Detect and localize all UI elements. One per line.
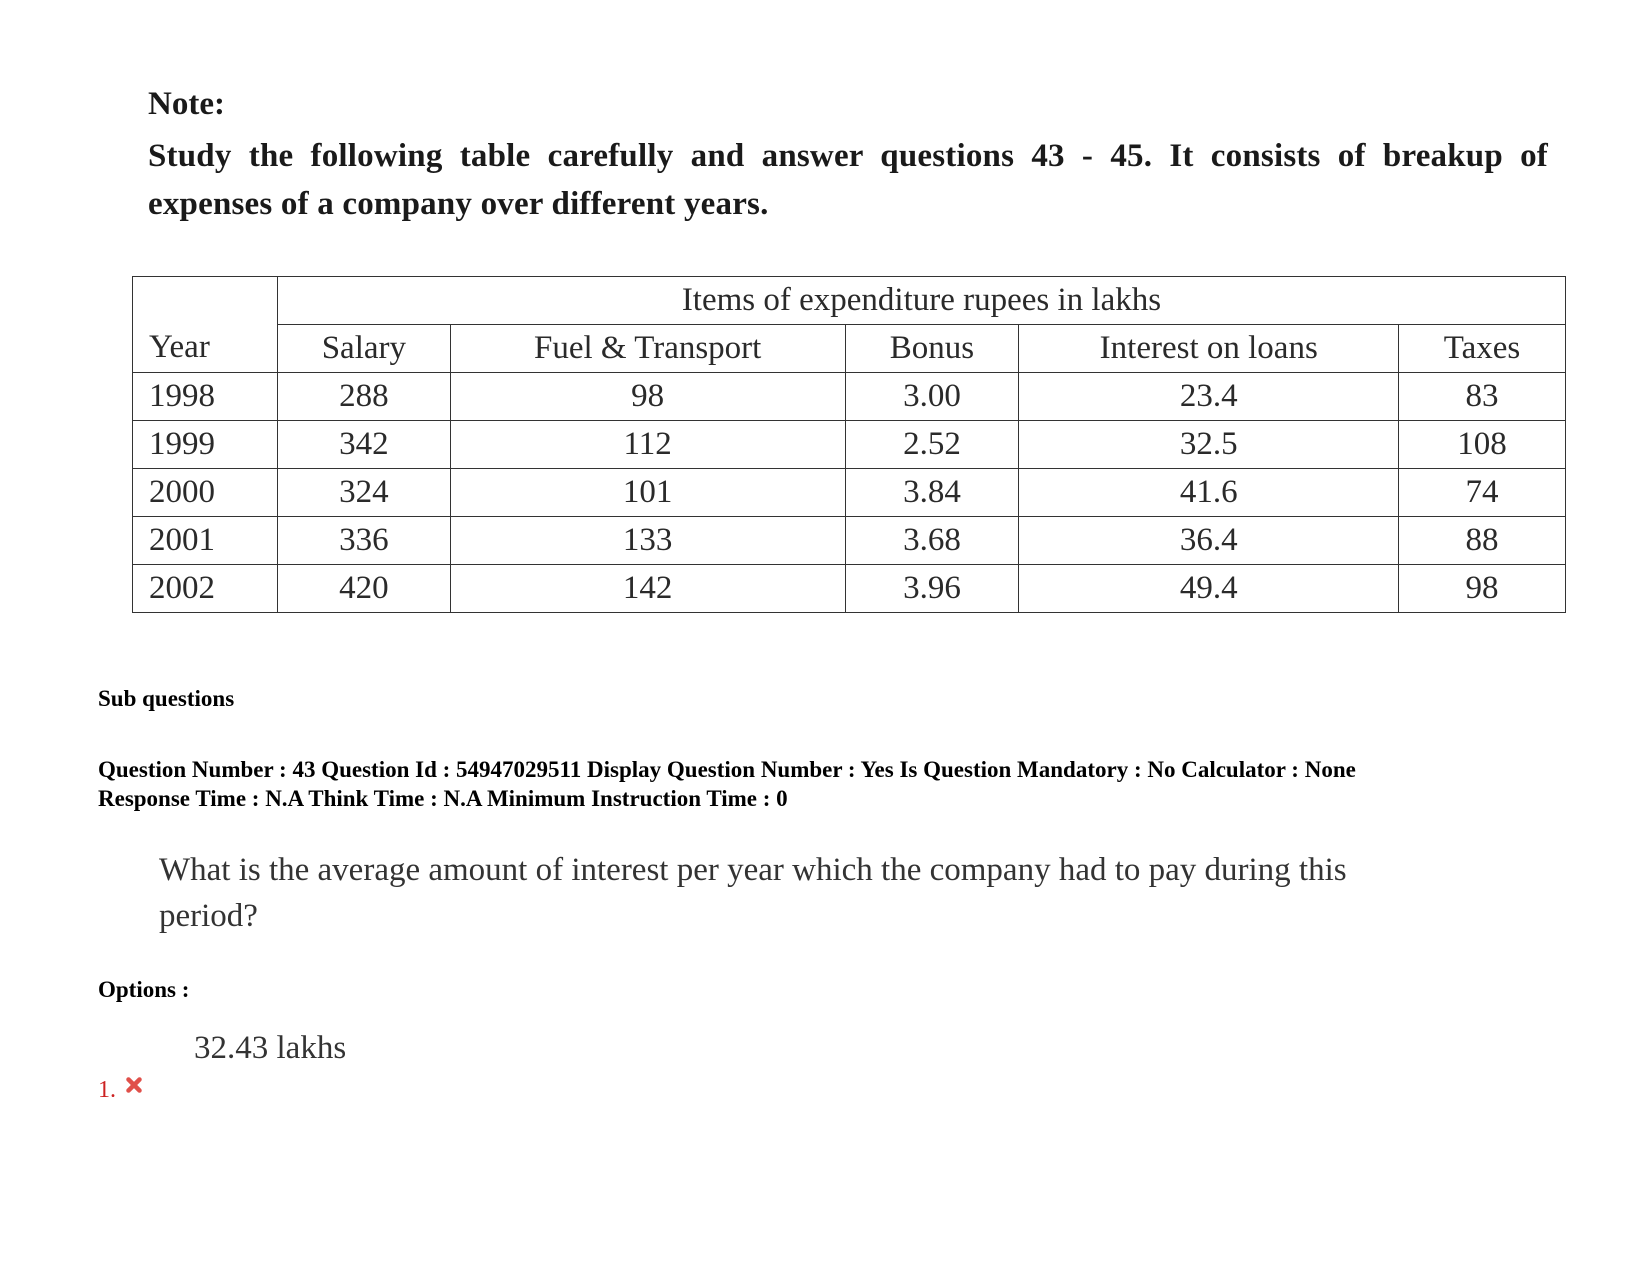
year-cell: 2001 — [133, 517, 278, 565]
table-cell: 88 — [1399, 517, 1566, 565]
year-header: Year — [133, 277, 278, 373]
table-cell: 420 — [277, 565, 450, 613]
table-cell: 98 — [450, 373, 845, 421]
column-header: Salary — [277, 325, 450, 373]
table-cell: 112 — [450, 421, 845, 469]
group-header: Items of expenditure rupees in lakhs — [277, 277, 1565, 325]
table-cell: 3.00 — [845, 373, 1019, 421]
table-cell: 83 — [1399, 373, 1566, 421]
table-cell: 2.52 — [845, 421, 1019, 469]
question-meta — [98, 755, 1356, 813]
sub-questions-heading: Sub questions — [98, 686, 235, 711]
expense-table — [132, 276, 1566, 613]
column-header: Bonus — [845, 325, 1019, 373]
table-cell: 342 — [277, 421, 450, 469]
question-meta-line: Question Number : 43 Question Id : 54947029511 Display Question Number : Yes Is Question Mandatory : No Calculator : None — [98, 757, 1356, 782]
table-cell: 3.96 — [845, 565, 1019, 613]
year-cell: 2002 — [133, 565, 278, 613]
table-row — [133, 421, 1566, 469]
option-1-text: 32.43 lakhs — [194, 1030, 347, 1066]
year-cell: 1999 — [133, 421, 278, 469]
table-cell: 41.6 — [1019, 469, 1399, 517]
table-cell: 49.4 — [1019, 565, 1399, 613]
year-cell: 2000 — [133, 469, 278, 517]
column-header: Taxes — [1399, 325, 1566, 373]
year-cell: 1998 — [133, 373, 278, 421]
column-header: Fuel & Transport — [450, 325, 845, 373]
wrong-cross-icon — [125, 1076, 143, 1094]
table-cell: 101 — [450, 469, 845, 517]
table-row — [133, 517, 1566, 565]
table-cell: 32.5 — [1019, 421, 1399, 469]
table-cell: 336 — [277, 517, 450, 565]
table-cell: 23.4 — [1019, 373, 1399, 421]
table-cell: 3.68 — [845, 517, 1019, 565]
table-cell: 108 — [1399, 421, 1566, 469]
note-text: Study the following table carefully and answer questions 43 - 45. It consists of breakup of expenses of a company over different years. — [148, 138, 1548, 222]
question-text: What is the average amount of interest per year which the company had to pay during this period? — [159, 852, 1347, 934]
table-row — [133, 565, 1566, 613]
question-meta-line: Response Time : N.A Think Time : N.A Minimum Instruction Time : 0 — [98, 786, 788, 811]
column-header: Interest on loans — [1019, 325, 1399, 373]
table-cell: 36.4 — [1019, 517, 1399, 565]
table-cell: 324 — [277, 469, 450, 517]
table-cell: 133 — [450, 517, 845, 565]
table-row — [133, 469, 1566, 517]
table-cell: 3.84 — [845, 469, 1019, 517]
options-heading: Options : — [98, 977, 190, 1002]
table-cell: 142 — [450, 565, 845, 613]
note-title: Note: — [148, 86, 225, 122]
option-1-number: 1. — [98, 1077, 116, 1103]
table-cell: 74 — [1399, 469, 1566, 517]
table-row — [133, 373, 1566, 421]
table-cell: 98 — [1399, 565, 1566, 613]
table-cell: 288 — [277, 373, 450, 421]
